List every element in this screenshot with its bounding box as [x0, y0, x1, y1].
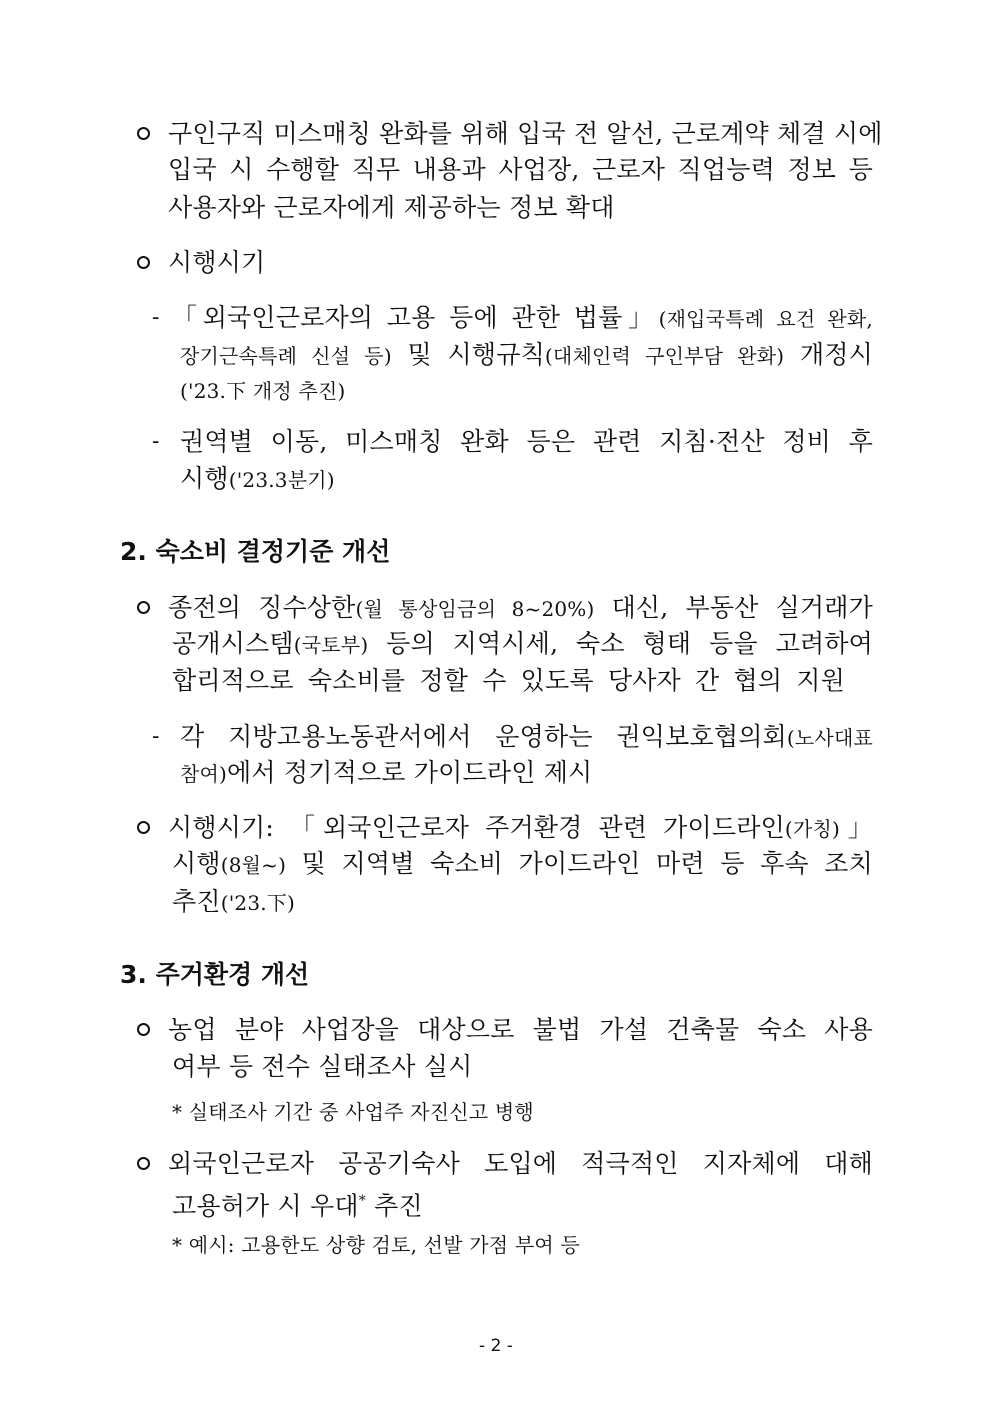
law-title: 「외국인근로자의 고용 등에 관한 법률」	[172, 303, 659, 332]
paren-note: (8월~)	[220, 853, 287, 877]
bullet-text-line: 구인구직 미스매칭 완화를 위해 입국 전 알선, 근로계약 체결 시에	[168, 119, 883, 148]
bullet-text-line: 외국인근로자 공공기숙사 도입에 적극적인 지자체에 대해	[168, 1149, 873, 1178]
text-span: 등의 지역시세, 숙소 형태 등을 고려하여	[368, 629, 873, 658]
paren-note: (국토부)	[293, 633, 369, 657]
section-heading: 3. 주거환경 개선	[120, 960, 310, 989]
text-span: 및 시행규칙	[391, 340, 545, 369]
paren-note: ('23.下)	[220, 891, 296, 915]
dash-bullet-icon: -	[152, 429, 160, 454]
bullet-text-line	[172, 846, 873, 883]
bullet-text-line	[172, 884, 295, 921]
paren-note: 참여)	[180, 762, 228, 786]
law-note: (재입국특례 요건 완화,	[658, 307, 873, 331]
bullet-text-line: 여부 등 전수 실태조사 실시	[172, 1052, 473, 1081]
text-span: 및 지역별 숙소비 가이드라인 마련 등 후속 조치	[286, 849, 873, 878]
bullet-circle-icon	[137, 601, 150, 614]
paren-note: ('23.3분기)	[228, 468, 335, 492]
sub-item-line: ('23.下 개정 추진)	[180, 379, 346, 403]
paren-note: (가칭)	[784, 817, 840, 841]
paren-note: (노사대표	[786, 726, 873, 750]
text-span: 개정시	[784, 340, 873, 369]
bullet-circle-icon	[137, 127, 150, 140]
sub-item-line	[180, 461, 335, 498]
text-span: 시행	[172, 849, 221, 878]
text-span: 종전의 징수상한	[168, 593, 356, 622]
bullet-text-line	[168, 590, 873, 627]
bullet-text-line: 사용자와 근로자에게 제공하는 정보 확대	[168, 193, 615, 222]
paren-note: (월 통상임금의 8~20%)	[355, 597, 595, 621]
sub-item-line	[172, 300, 873, 337]
bullet-text-line: 농업 분야 사업장을 대상으로 불법 가설 건축물 숙소 사용	[168, 1015, 873, 1044]
section-heading: 2. 숙소비 결정기준 개선	[120, 537, 391, 566]
bullet-text-line: 합리적으로 숙소비를 정할 수 있도록 당사자 간 협의 지원	[172, 666, 845, 695]
bullet-circle-icon	[137, 256, 150, 269]
sub-item-line	[180, 719, 873, 756]
text-span: 」	[839, 813, 873, 842]
paren-note: (대체인력 구인부담 완화)	[544, 344, 785, 368]
text-span: 시행	[180, 464, 229, 493]
bullet-text-line: 입국 시 수행할 직무 내용과 사업장, 근로자 직업능력 정보 등	[168, 155, 873, 184]
bullet-circle-icon	[137, 1023, 150, 1036]
page-number: - 2 -	[479, 1336, 513, 1356]
bullet-circle-icon	[137, 821, 150, 834]
text-span: 공개시스템	[172, 629, 294, 658]
footnote-marker: *	[358, 1193, 366, 1209]
sub-item-line	[180, 337, 873, 374]
dash-bullet-icon: -	[152, 724, 160, 749]
footnote: * 예시: 고용한도 상향 검토, 선발 가점 부여 등	[172, 1233, 580, 1257]
text-span: 대신, 부동산 실거래가	[594, 593, 873, 622]
bullet-text-line	[168, 810, 873, 847]
bullet-text-line	[172, 626, 873, 663]
sub-item-line	[180, 755, 592, 792]
text-span: 추진	[365, 1191, 423, 1221]
text-span: 시행시기: 「외국인근로자 주거환경 관련 가이드라인	[168, 813, 785, 842]
bullet-text-line	[172, 1183, 423, 1224]
dash-bullet-icon: -	[152, 305, 160, 330]
timing-label: 시행시기	[168, 248, 266, 277]
paren-note: 장기근속특례 신설 등)	[180, 344, 392, 368]
sub-item-line: 권역별 이동, 미스매칭 완화 등은 관련 지침·전산 정비 후	[180, 427, 873, 456]
text-span: 에서 정기적으로 가이드라인 제시	[227, 758, 593, 787]
text-span: 각 지방고용노동관서에서 운영하는 권익보호협의회	[180, 722, 787, 751]
bullet-circle-icon	[137, 1157, 150, 1170]
text-span: 고용허가 시 우대	[172, 1191, 359, 1221]
footnote: * 실태조사 기간 중 사업주 자진신고 병행	[172, 1100, 534, 1124]
text-span: 추진	[172, 887, 221, 916]
